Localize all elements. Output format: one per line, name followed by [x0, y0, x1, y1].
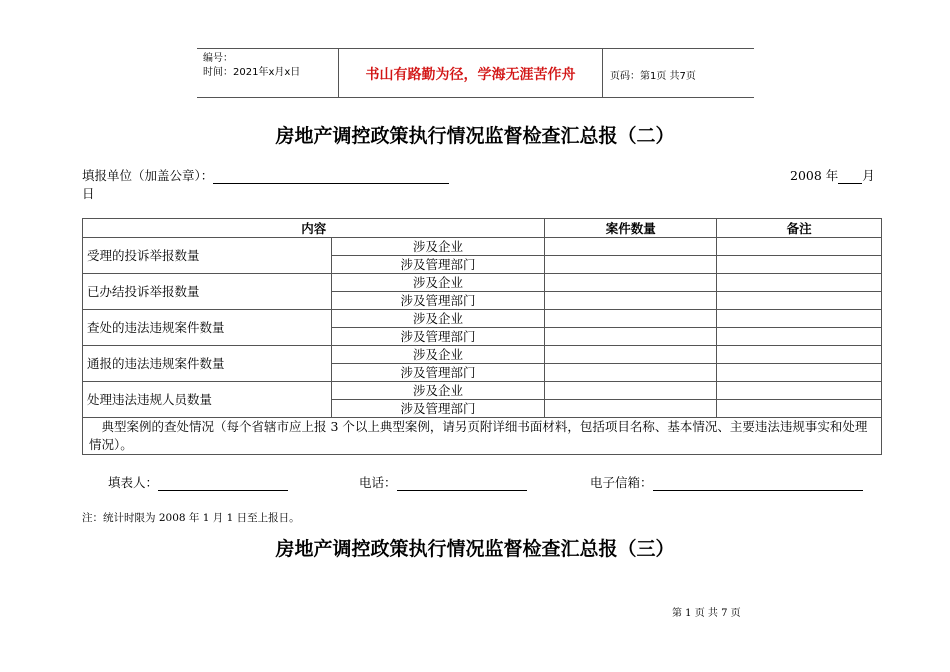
sub-enterprise: 涉及企业 — [331, 382, 545, 400]
date-month-input[interactable] — [838, 169, 862, 184]
sub-enterprise: 涉及企业 — [331, 274, 545, 292]
cell-count[interactable] — [545, 256, 717, 274]
cell-count[interactable] — [545, 346, 717, 364]
cell-count[interactable] — [545, 382, 717, 400]
date-day-label: 日 — [82, 186, 95, 201]
email-field — [590, 473, 863, 491]
cell-count[interactable] — [545, 274, 717, 292]
email-input[interactable] — [653, 476, 863, 491]
cell-remark[interactable] — [717, 328, 882, 346]
row-label: 受理的投诉举报数量 — [83, 238, 332, 274]
sub-department: 涉及管理部门 — [331, 292, 545, 310]
cell-remark[interactable] — [717, 310, 882, 328]
fill-unit-label: 填报单位（加盖公章）： — [82, 168, 214, 183]
phone-input[interactable] — [397, 476, 527, 491]
email-label: 电子信箱： — [590, 475, 653, 490]
page-footer: 第 1 页 共 7 页 — [672, 608, 741, 619]
row-label: 通报的违法违规案件数量 — [83, 346, 332, 382]
cell-count[interactable] — [545, 310, 717, 328]
cell-count[interactable] — [545, 328, 717, 346]
typical-cases-row — [83, 418, 882, 455]
cell-count[interactable] — [545, 238, 717, 256]
footnote: 注：统计时限为 2008 年 1 月 1 日至上报日。 — [82, 512, 300, 524]
header-slogan: 书山有路勤为径，学海无涯苦作舟 — [365, 67, 576, 83]
report-title-2: 房地产调控政策执行情况监督检查汇总报（二） — [275, 125, 675, 147]
cell-remark[interactable] — [717, 274, 882, 292]
cell-remark[interactable] — [717, 256, 882, 274]
sub-enterprise: 涉及企业 — [331, 310, 545, 328]
cell-remark[interactable] — [717, 364, 882, 382]
cell-remark[interactable] — [717, 292, 882, 310]
filler-label: 填表人： — [108, 475, 159, 490]
sub-department: 涉及管理部门 — [331, 400, 545, 418]
sub-department: 涉及管理部门 — [331, 256, 545, 274]
fill-unit-input[interactable] — [213, 169, 449, 184]
phone-field — [359, 473, 527, 491]
page-indicator: 页码：第1页 共7页 — [610, 71, 696, 82]
report-date — [790, 166, 875, 184]
fill-unit-row — [82, 166, 449, 184]
header-divider — [338, 49, 339, 97]
sub-enterprise: 涉及企业 — [331, 346, 545, 364]
header-divider — [602, 49, 603, 97]
filler-input[interactable] — [158, 476, 288, 491]
table-row — [83, 346, 882, 364]
cell-remark[interactable] — [717, 346, 882, 364]
header-content: 内容 — [83, 219, 545, 238]
phone-label: 电话： — [359, 475, 397, 490]
table-header-row — [83, 219, 882, 238]
header-case-count: 案件数量 — [545, 219, 717, 238]
table-row — [83, 382, 882, 400]
typical-cases-note[interactable]: 典型案例的查处情况（每个省辖市应上报 3 个以上典型案例，请另页附详细书面材料，包括项目名称、基本情况、主要违法违规事实和处理情况）。 — [83, 418, 882, 455]
table-row — [83, 274, 882, 292]
table-row — [83, 238, 882, 256]
sub-department: 涉及管理部门 — [331, 328, 545, 346]
row-label: 处理违法违规人员数量 — [83, 382, 332, 418]
header-meta — [203, 52, 300, 80]
cell-remark[interactable] — [717, 382, 882, 400]
date-year: 2008 年 — [790, 168, 839, 183]
stats-table — [82, 218, 882, 455]
cell-count[interactable] — [545, 364, 717, 382]
row-label: 已办结投诉举报数量 — [83, 274, 332, 310]
table-row — [83, 310, 882, 328]
cell-remark[interactable] — [717, 400, 882, 418]
document-header — [197, 48, 754, 98]
date-month-label: 月 — [862, 168, 875, 183]
cell-remark[interactable] — [717, 238, 882, 256]
cell-count[interactable] — [545, 292, 717, 310]
sub-enterprise: 涉及企业 — [331, 238, 545, 256]
report-title-3: 房地产调控政策执行情况监督检查汇总报（三） — [275, 538, 675, 560]
code-label: 编号： — [203, 53, 233, 64]
cell-count[interactable] — [545, 400, 717, 418]
row-label: 查处的违法违规案件数量 — [83, 310, 332, 346]
header-remarks: 备注 — [717, 219, 882, 238]
filler-field — [108, 473, 288, 491]
sub-department: 涉及管理部门 — [331, 364, 545, 382]
time-label: 时间：2021年x月x日 — [203, 67, 301, 78]
